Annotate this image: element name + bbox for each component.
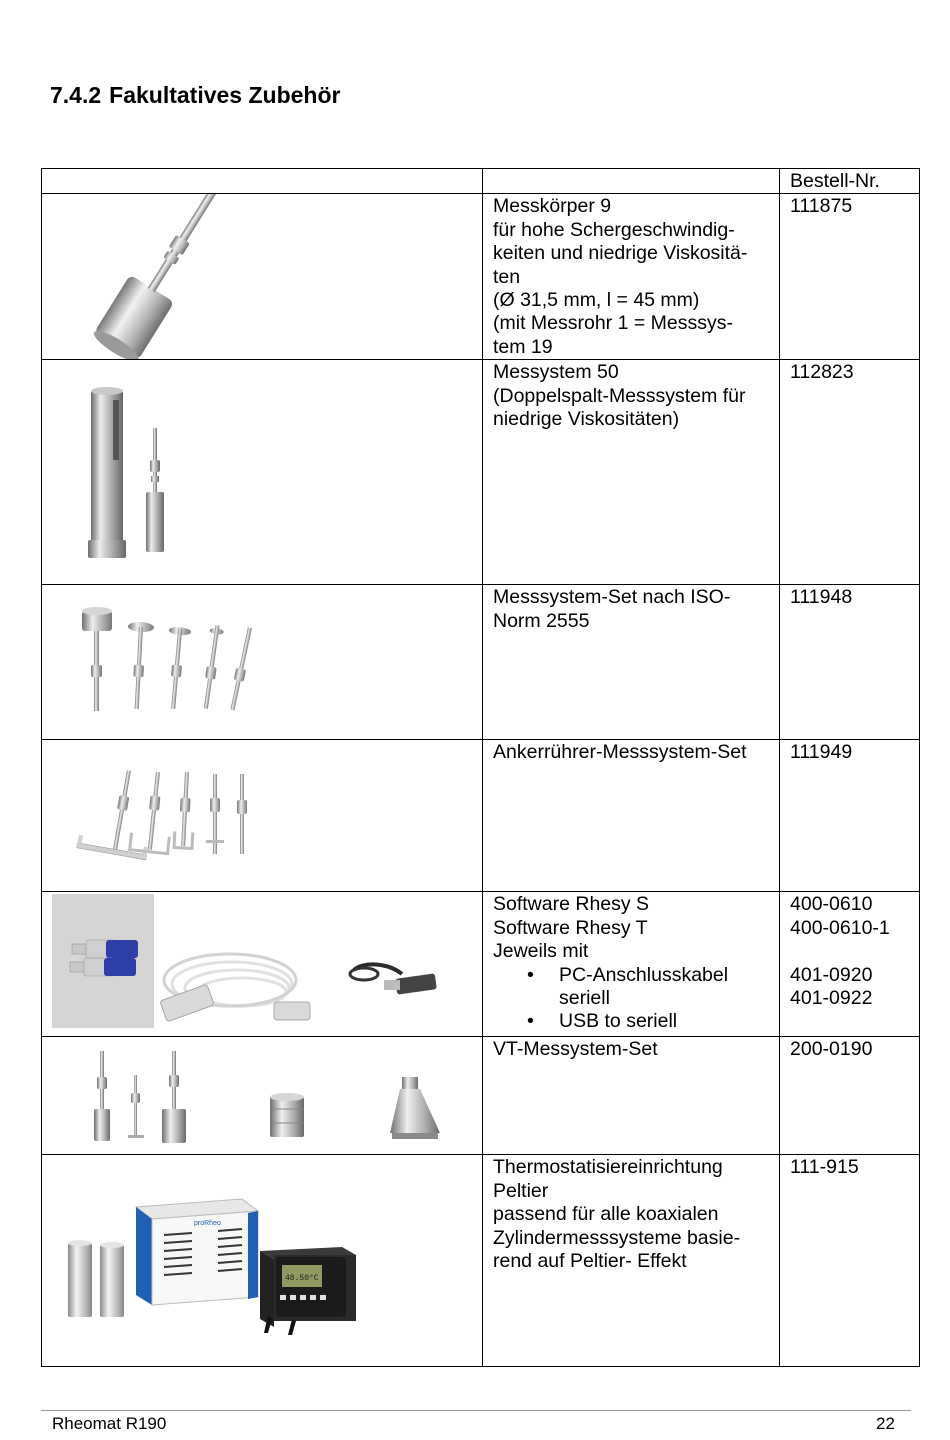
controller-unit [260, 1247, 356, 1335]
table-row [42, 360, 920, 585]
product-image-cell [42, 194, 483, 360]
vt-set-image [42, 1037, 483, 1154]
description-cell [483, 1037, 780, 1155]
description-line: keiten und niedrige Viskositä- [493, 242, 748, 265]
order-number: 400-0610 [790, 893, 873, 916]
section-heading [50, 82, 340, 109]
order-number: 400-0610-1 [790, 916, 890, 939]
description-line: tem 19 [493, 335, 553, 358]
table-header-row [42, 169, 920, 194]
order-number-cell [780, 1037, 920, 1155]
description-line: Ankerrührer-Messsystem-Set [493, 741, 747, 764]
iso-set-image [42, 585, 483, 739]
description-line: Norm 2555 [493, 609, 590, 632]
description-cell [483, 892, 780, 1037]
order-number: 111948 [790, 586, 853, 609]
bullet-list [493, 964, 773, 1034]
order-number: 112823 [790, 361, 854, 384]
peltier-image [42, 1155, 483, 1366]
usb-serial-adapter-icon [350, 965, 437, 995]
peltier-brand-label: proRheo [194, 1220, 221, 1228]
section-title: Fakultatives Zubehör [109, 82, 341, 108]
description-line: Software Rhesy S [493, 893, 650, 916]
product-image-cell [42, 740, 483, 892]
description-line: (mit Messrohr 1 = Messsys- [493, 312, 733, 335]
description-line: Zylindermesssysteme basie- [493, 1226, 741, 1249]
description-cell [483, 360, 780, 585]
bullet-icon: • [527, 963, 534, 986]
order-number: 200-0190 [790, 1038, 873, 1061]
bullet-line: PC-Anschlusskabel [559, 963, 729, 986]
order-number-cell [780, 892, 920, 1037]
description-line: (Doppelspalt-Messsystem für [493, 384, 746, 407]
order-number: 111949 [790, 741, 853, 764]
product-image-cell [42, 585, 483, 740]
description-line: (Ø 31,5 mm, l = 45 mm) [493, 289, 700, 312]
header-desc-cell [483, 169, 780, 194]
description-line: VT-Messystem-Set [493, 1038, 658, 1061]
description-line: passend für alle koaxialen [493, 1203, 719, 1226]
peltier-housing [136, 1199, 258, 1305]
section-number: 7.4.2 [50, 82, 102, 108]
software-image [42, 892, 483, 1036]
anchor-stirrer-image [42, 740, 483, 891]
description-line: Messkörper 9 [493, 195, 612, 218]
order-number: 401-0920 [790, 963, 873, 986]
table-row [42, 892, 920, 1037]
order-number: 111-915 [790, 1156, 859, 1179]
table-row [42, 740, 920, 892]
peltier-display-readout: 48.50°C [285, 1274, 319, 1284]
description-line: Jeweils mit [493, 940, 589, 963]
description-line: Messsystem-Set nach ISO- [493, 586, 731, 609]
order-number-spacer [790, 940, 913, 963]
accessories-table [41, 168, 920, 1367]
footer-product-name: Rheomat R190 [52, 1414, 167, 1433]
description-line: für hohe Schergeschwindig- [493, 218, 735, 241]
order-number-cell [780, 360, 920, 585]
bullet-line: seriell [559, 987, 610, 1010]
table-row [42, 1037, 920, 1155]
description-cell [483, 1155, 780, 1367]
description-line: Software Rhesy T [493, 916, 648, 939]
description-line: ten [493, 265, 521, 288]
measuring-body-image [42, 194, 483, 359]
measuring-system-50-image [42, 360, 483, 584]
description-line: Messystem 50 [493, 361, 619, 384]
table-row [42, 194, 920, 360]
footer-page-number: 22 [876, 1414, 895, 1433]
description-line: Thermostatisiereinrichtung [493, 1156, 723, 1179]
product-image-cell [42, 1155, 483, 1367]
order-number-cell [780, 740, 920, 892]
order-number-cell [780, 1155, 920, 1367]
bullet-line: USB to seriell [559, 1010, 678, 1033]
order-number: 401-0922 [790, 987, 873, 1010]
footer-rule [41, 1410, 911, 1411]
description-cell [483, 194, 780, 360]
product-image-cell [42, 892, 483, 1037]
product-image-cell [42, 360, 483, 585]
header-image-cell [42, 169, 483, 194]
description-line: rend auf Peltier- Effekt [493, 1250, 687, 1273]
description-cell [483, 585, 780, 740]
description-cell [483, 740, 780, 892]
description-line: niedrige Viskositäten) [493, 408, 680, 431]
order-number-header: Bestell-Nr. [780, 169, 920, 194]
product-image-cell [42, 1037, 483, 1155]
bullet-item [493, 964, 773, 1011]
bullet-icon: • [527, 1010, 534, 1033]
bullet-item [493, 1010, 773, 1033]
order-number-cell [780, 585, 920, 740]
description-line: Peltier [493, 1179, 549, 1202]
order-number-cell [780, 194, 920, 360]
table-row [42, 1155, 920, 1367]
order-number: 111875 [790, 195, 853, 218]
table-row [42, 585, 920, 740]
